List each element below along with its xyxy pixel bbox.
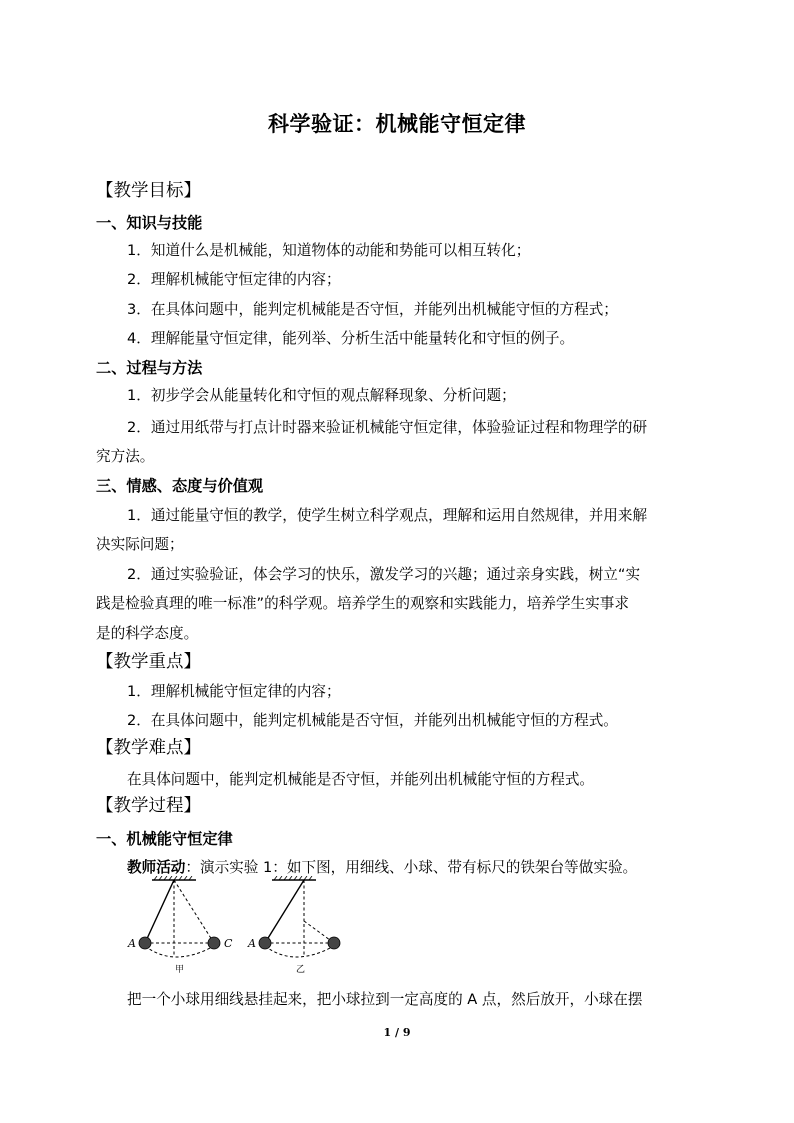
list-item-continuation: 究方法。 (96, 448, 155, 465)
ball-a (139, 937, 151, 949)
page-title: 科学验证：机械能守恒定律 (268, 111, 526, 136)
section-heading-difficulties: 【教学难点】 (96, 738, 201, 758)
list-item: 2．理解机械能守恒定律的内容； (127, 271, 341, 288)
pendulum-diagram-b (247, 876, 340, 975)
list-item-continuation: 决实际问题； (96, 536, 184, 553)
body-paragraph: 把一个小球用细线悬挂起来，把小球拉到一定高度的 A 点，然后放开，小球在摆 (127, 991, 643, 1008)
ball-b (328, 937, 340, 949)
list-item: 2．通过实验验证，体会学习的快乐，激发学习的兴趣；通过亲身实践，树立“实 (127, 566, 641, 583)
list-item: 4．理解能量守恒定律，能列举、分析生活中能量转化和守恒的例子。 (127, 330, 575, 347)
subheading-conservation-law: 一、机械能守恒定律 (96, 830, 233, 848)
list-item: 2．在具体问题中，能判定机械能是否守恒，并能列出机械能守恒的方程式。 (127, 712, 618, 729)
teacher-activity (127, 858, 707, 878)
caption-jia: 甲 (175, 965, 185, 975)
teacher-text: ：演示实验 1：如下图，用细线、小球、带有标尺的铁架台等做实验。 (185, 859, 638, 876)
label-c: C (224, 937, 233, 950)
pendulum-figure (124, 876, 364, 976)
list-item: 1．通过能量守恒的教学，使学生树立科学观点，理解和运用自然规律，并用来解 (127, 507, 648, 524)
difficulty-text: 在具体问题中，能判定机械能是否守恒，并能列出机械能守恒的方程式。 (127, 771, 595, 788)
list-item-continuation: 是的科学态度。 (96, 625, 199, 642)
list-item: 1．知道什么是机械能，知道物体的动能和势能可以相互转化； (127, 242, 531, 259)
ball-a2 (259, 937, 271, 949)
caption-yi: 乙 (296, 965, 306, 975)
subheading-process-methods: 二、过程与方法 (96, 359, 203, 377)
teacher-label: 教师活动 (127, 859, 186, 876)
section-heading-process: 【教学过程】 (96, 796, 201, 816)
list-item: 1．理解机械能守恒定律的内容； (127, 683, 341, 700)
subheading-emotion: 三、情感、态度与价值观 (96, 477, 264, 495)
list-item: 2．通过用纸带与打点计时器来验证机械能守恒定律，体验验证过程和物理学的研 (127, 419, 648, 436)
list-item: 3．在具体问题中，能判定机械能是否守恒，并能列出机械能守恒的方程式； (127, 301, 618, 318)
section-heading-key-points: 【教学重点】 (96, 652, 201, 672)
list-item: 1．初步学会从能量转化和守恒的观点解释现象、分析问题； (127, 387, 516, 404)
subheading-knowledge: 一、知识与技能 (96, 214, 203, 232)
label-a-left: A (128, 937, 136, 950)
list-item-continuation: 践是检验真理的唯一标准”的科学观。培养学生的观察和实践能力，培养学生实事求 (96, 595, 629, 612)
pendulum-diagram-a (127, 876, 233, 975)
label-a-right: A (248, 937, 256, 950)
section-heading-objectives: 【教学目标】 (96, 181, 201, 201)
page-number: 1 / 9 (383, 1026, 411, 1039)
ball-c (208, 937, 220, 949)
